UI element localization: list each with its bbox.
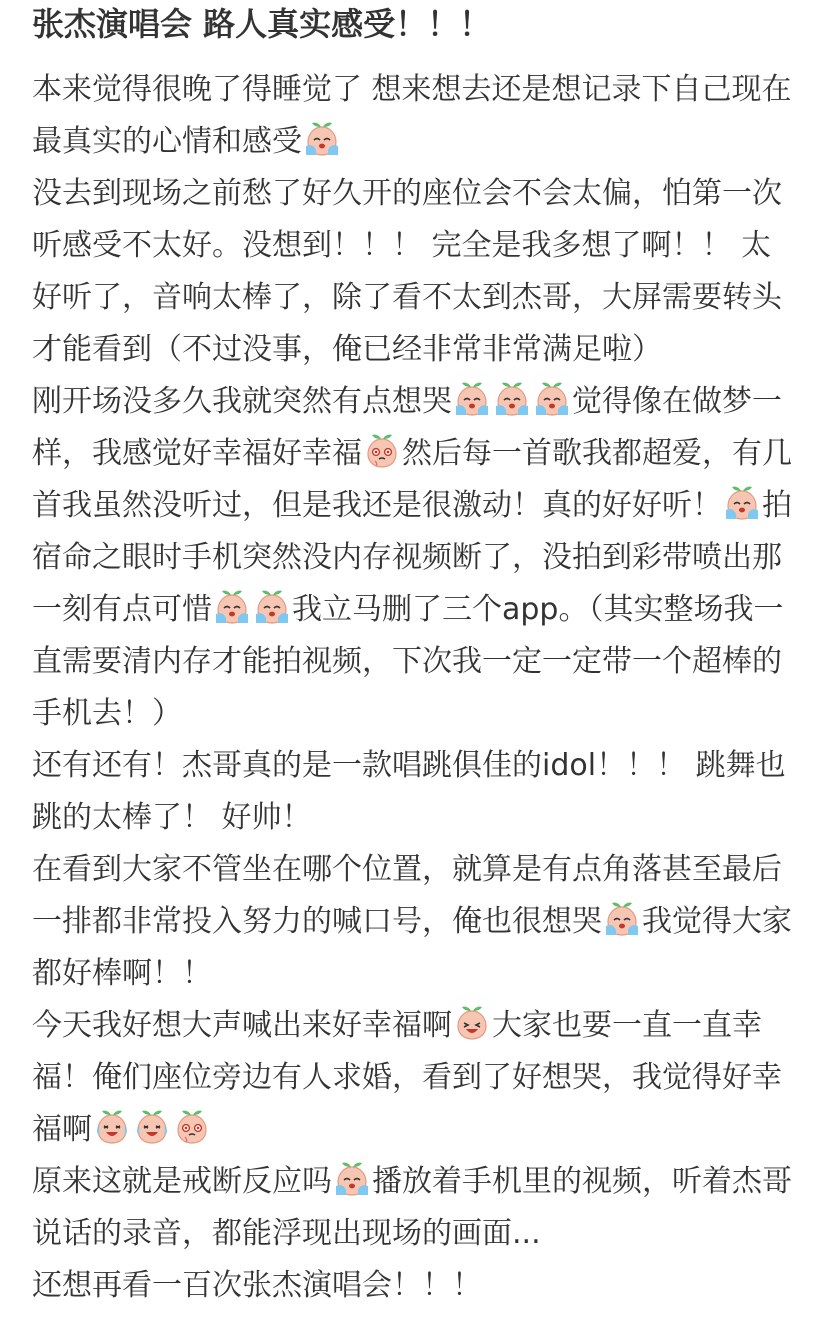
- crying-peach-emoji: [334, 1159, 370, 1197]
- crying-peach-emoji: [494, 379, 530, 417]
- post-text: 还有还有！杰哥真的是一款唱跳俱佳的idol！！！ 跳舞也跳的太棒了！ 好帅！: [32, 748, 786, 835]
- post-paragraph: [32, 168, 796, 376]
- post-text: 还想再看一百次张杰演唱会！！！: [32, 1268, 482, 1303]
- post-text: 刚开场没多久我就突然有点想哭: [32, 384, 452, 419]
- post-content: [32, 0, 796, 1312]
- post-text: 我觉得大家都好棒啊！！: [32, 904, 792, 991]
- moved-peach-emoji: [364, 431, 400, 469]
- post-text: 觉得像在做梦一样，我感觉好幸福好幸福: [32, 384, 782, 471]
- post-text: 我立马删了三个app。（其实整场我一直需要清内存才能拍视频，下次我一定一定带一个超棒的手机去！）: [32, 592, 784, 731]
- post-paragraph: [32, 740, 796, 844]
- laugh-cry-peach-emoji: [94, 1107, 130, 1145]
- post-text: 然后每一首歌我都超爱，有几首我虽然没听过，但是我还是很激动！真的好好听！: [32, 436, 792, 523]
- crying-peach-emoji: [214, 587, 250, 625]
- post-paragraph: [32, 64, 796, 168]
- crying-peach-emoji: [534, 379, 570, 417]
- post-paragraph: [32, 1156, 796, 1260]
- happy-peach-emoji: [454, 1003, 490, 1041]
- moved-peach-emoji: [174, 1107, 210, 1145]
- post-paragraph: [32, 844, 796, 1000]
- post-text: 本来觉得很晚了得睡觉了 想来想去还是想记录下自己现在最真实的心情和感受: [32, 72, 792, 159]
- crying-peach-emoji: [254, 587, 290, 625]
- post-body: [32, 64, 796, 1312]
- crying-peach-emoji: [304, 119, 340, 157]
- crying-peach-emoji: [724, 483, 760, 521]
- post-paragraph: [32, 1000, 796, 1156]
- post-text: 在看到大家不管坐在哪个位置，就算是有点角落甚至最后一排都非常投入努力的喊口号，俺也很想哭: [32, 852, 782, 939]
- post-text: 播放着手机里的视频，听着杰哥说话的录音，都能浮现出现场的画面...: [32, 1164, 792, 1251]
- post-text: 原来这就是戒断反应吗: [32, 1164, 332, 1199]
- post-paragraph: [32, 376, 796, 740]
- post-text: 今天我好想大声喊出来好幸福啊: [32, 1008, 452, 1043]
- post-title: 张杰演唱会 路人真实感受！！！: [32, 5, 492, 43]
- post-text: 拍宿命之眼时手机突然没内存视频断了，没拍到彩带喷出那一刻有点可惜: [32, 488, 792, 627]
- crying-peach-emoji: [604, 899, 640, 937]
- laugh-cry-peach-emoji: [134, 1107, 170, 1145]
- post-text: 大家也要一直一直幸福！俺们座位旁边有人求婚，看到了好想哭，我觉得好幸福啊: [32, 1008, 782, 1147]
- post-paragraph: [32, 1260, 796, 1312]
- crying-peach-emoji: [454, 379, 490, 417]
- post-text: 没去到现场之前愁了好久开的座位会不会太偏，怕第一次听感受不太好。没想到！！！ 完全是我多想了啊！！ 太好听了，音响太棒了，除了看不太到杰哥，大屏需要转头才能看到（不过没事，俺已经非常非常满足啦）: [32, 176, 782, 367]
